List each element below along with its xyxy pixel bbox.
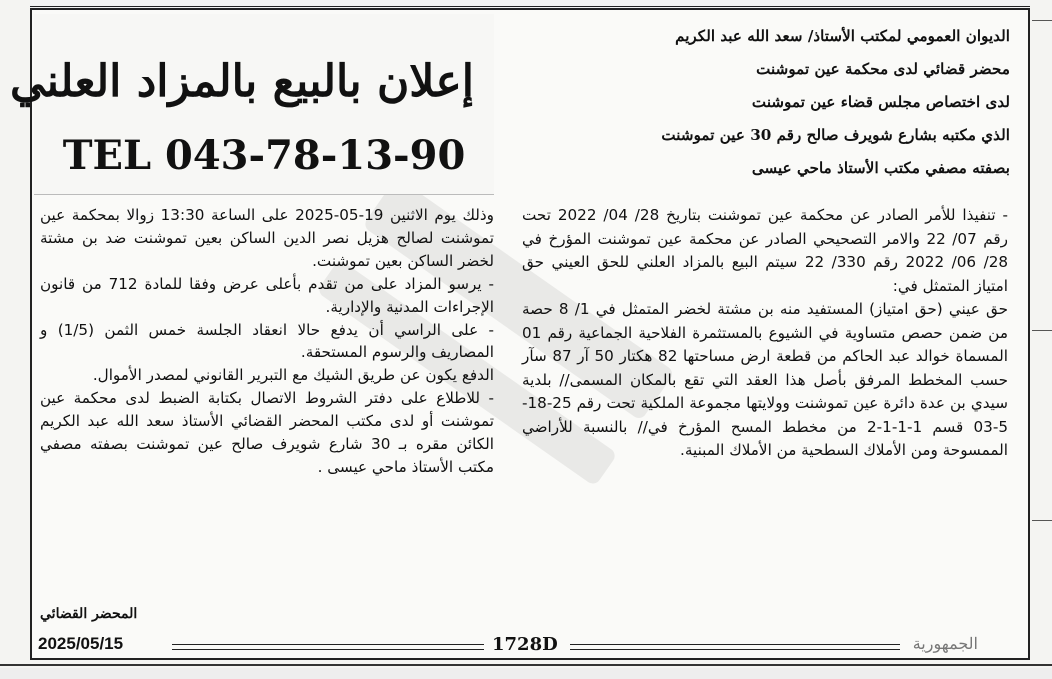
paragraph-payment-method: الدفع يكون عن طريق الشيك مع التبرير القانوني لمصدر الأموال. [92,366,494,385]
office-header [510,20,1010,185]
right-column [508,14,1020,614]
footer-code: 1728D [492,634,558,655]
bottom-margin [0,668,1052,679]
header-line: الذي مكتبه بشارع شويرف صالح رقم 30 عين تموشنت [661,126,1010,144]
header-line: محضر قضائي لدى محكمة عين تموشنت [756,60,1010,78]
footer-brand: الجمهورية [912,634,978,653]
signature: المحضر القضائي [40,606,138,622]
title-box [10,14,494,195]
scan-mark [1032,20,1052,21]
notice-title: إعلان بالبيع بالمزاد العلني [10,56,474,107]
telephone-number: TEL 043-78-13-90 [62,132,466,179]
left-body [40,204,494,479]
right-body [522,204,1008,463]
paragraph-order: - تنفيذا للأمر الصادر عن محكمة عين تموشنت بتاريخ 28/ 04/ 2022 تحت رقم 07/ 22 والامر التصحيحي الصادر عن محكمة عين تموشنت المؤرخ في 28/ 06/ 2022 رقم 330/ 22 سيتم البيع بالمزاد العلني للحق العيني حق امتياز المتمثل في: [522,206,1009,295]
footer-bar [30,630,1030,660]
paragraph-payment-share: - على الراسي أن يدفع حالا انعقاد الجلسة خمس الثمن (1/5) و المصاريف والرسوم المستحقة. [40,320,494,362]
footer-rule-right [570,644,900,650]
left-column [10,14,495,622]
scan-mark [1032,520,1052,521]
frame-top-rule [30,6,1030,7]
bottom-rule [0,664,1052,666]
header-line: بصفته مصفي مكتب الأستاذ ماحي عيسى [751,159,1010,177]
paragraph-award: - يرسو المزاد على من تقدم بأعلى عرض وفقا للمادة 712 من قانون الإجراءات المدنية والإدارية. [40,274,495,316]
paragraph-sale-date: وذلك يوم الاثنين 19-05-2025 على الساعة 13:30 زوالا بمحكمة عين تموشنت لصالح هزيل نصر الدين الساكن بعين تموشنت ضد بن مشتة لخضر الساكن بعين تموشنت. [40,206,494,270]
paragraph-property: حق عيني (حق امتياز) المستفيد منه بن مشتة لخضر المتمثل في 1/ 8 حصة من ضمن حصص متساوية في الشيوع بالمستثمرة الفلاحية الجماعية رقم 01 المسماة خوالد عبد الحاكم من قطعة ارض مساحتها 82 هكتار 50 آر 87 سآر حسب المخطط المرفق بأصل هذا العقد التي تقع بالمكان المسمى// بلدية سيدي بن عدة دائرة عين تموشنت وولايتها مجموعة الملكية تحت رقم 25-18-5-03 قسم 1-1-1-2 من مخطط المسح المؤرخ في// بالنسبة للأراضي الممسوحة ومن الأملاك السطحية من الأملاك المبنية. [522,300,1009,459]
footer-date: 2025/05/15 [38,634,124,653]
paragraph-conditions: - للاطلاع على دفتر الشروط الاتصال بكتابة الضبط لدى محكمة عين تموشنت أو لدى مكتب المحضر القضائي الأستاذ سعد الله عبد الكريم الكائن مقره بـ 30 شارع شويرف صالح عين تموشنت بصفته مصفي مكتب الأستاذ ماحي عيسى . [40,389,495,476]
footer-rule-left [172,644,484,650]
header-line: لدى اختصاص مجلس قضاء عين تموشنت [751,93,1010,111]
scan-mark [1032,330,1052,331]
header-line: الديوان العمومي لمكتب الأستاذ/ سعد الله عبد الكريم [675,27,1010,45]
